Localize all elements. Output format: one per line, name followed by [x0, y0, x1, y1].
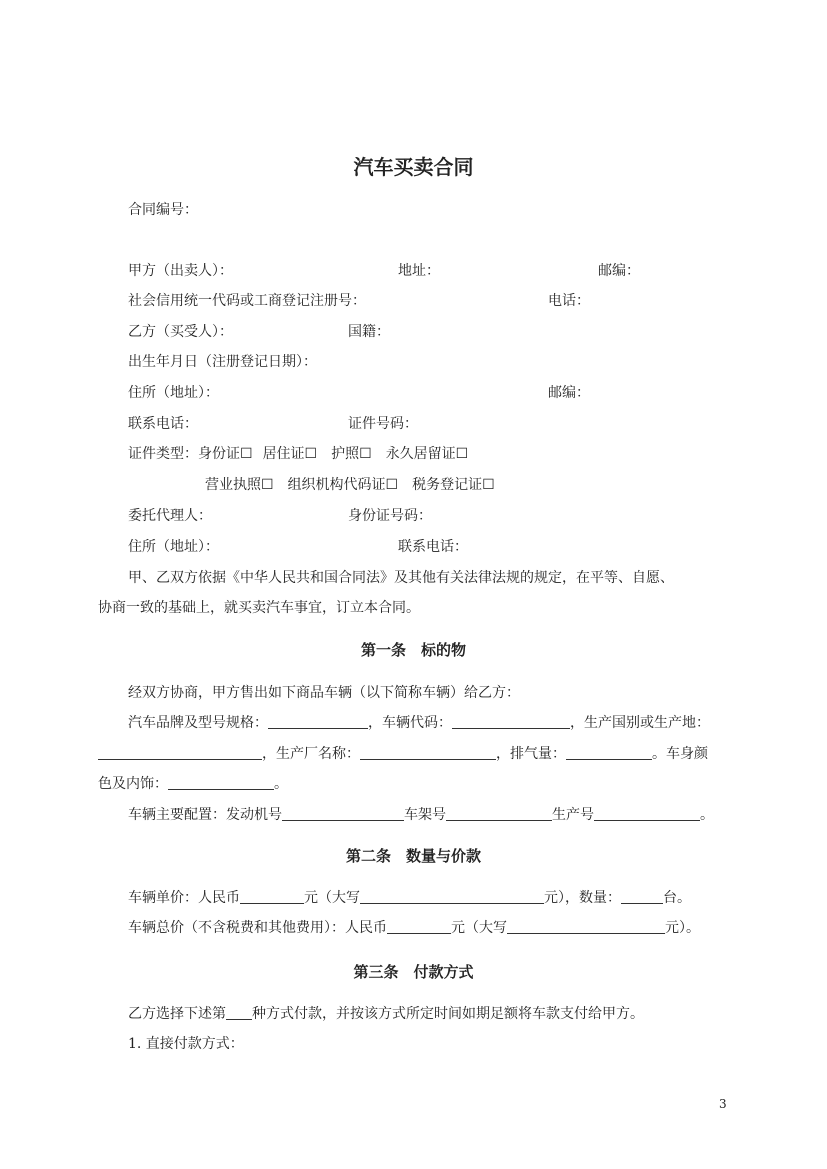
birth-date-label: 出生年月日（注册登记日期）： [128, 354, 317, 370]
direct-payment-label: 1. 直接付款方式： [128, 1036, 244, 1052]
article-3-heading: 第三条 付款方式 [353, 963, 474, 981]
displacement-field[interactable] [566, 744, 652, 760]
preamble-line-1: 甲、乙双方依据《中华人民共和国合同法》及其他有关法律法规的规定，在平等、自愿、 [128, 570, 674, 586]
payment-choice-label: 乙方选择下述第 [128, 1006, 226, 1022]
unit-price-line [128, 888, 691, 908]
brand-field[interactable] [268, 713, 368, 729]
id-type-option-tax-registration[interactable]: 税务登记证☐ [412, 477, 495, 493]
unit-price-field[interactable] [240, 888, 304, 904]
contract-number-label: 合同编号： [128, 202, 198, 218]
party-b-label: 乙方（买受人）： [128, 324, 233, 340]
agent-phone-label: 联系电话： [398, 539, 468, 555]
id-type-option-org-code[interactable]: 组织机构代码证☐ [287, 477, 399, 493]
id-number-label: 证件号码： [348, 416, 418, 432]
payment-choice-rest: 种方式付款，并按该方式所定时间如期足额将车款支付给甲方。 [252, 1006, 644, 1022]
total-price-label: 车辆总价（不含税费和其他费用）：人民币 [128, 920, 387, 936]
color-end: 。 [274, 776, 288, 792]
id-type-option-residence-permit[interactable]: 居住证☐ [262, 446, 318, 462]
config-end: 。 [700, 807, 714, 823]
production-no-label: 生产号 [552, 807, 594, 823]
displacement-label: ，排气量： [496, 746, 566, 762]
article-1-heading: 第一条 标的物 [360, 641, 466, 659]
origin-field[interactable] [98, 744, 262, 760]
color-field[interactable] [168, 774, 274, 790]
maker-field[interactable] [360, 744, 496, 760]
payment-choice-line [128, 1004, 644, 1024]
total-end: 元）。 [665, 920, 700, 936]
total-price-line [128, 918, 700, 938]
color-label: 色及内饰： [98, 776, 168, 792]
party-a-postcode-label: 邮编： [598, 263, 640, 279]
agent-id-label: 身份证号码： [348, 508, 432, 524]
vehicle-config-line [128, 805, 714, 825]
party-a-label: 甲方（出卖人）： [128, 263, 233, 279]
preamble-line-2: 协商一致的基础上，就买卖汽车事宜，订立本合同。 [98, 600, 420, 616]
vin-label: ，车辆代码： [368, 715, 452, 731]
vehicle-spec-line-2 [98, 744, 708, 764]
total-daxie-label: 元（大写 [451, 920, 507, 936]
contact-phone-label: 联系电话： [128, 416, 198, 432]
total-price-field[interactable] [387, 918, 451, 934]
vehicle-spec-line-1 [128, 713, 710, 733]
frame-no-field[interactable] [446, 805, 552, 821]
id-type-row-1 [128, 444, 468, 464]
total-daxie-field[interactable] [507, 918, 665, 934]
residence-label: 住所（地址）： [128, 385, 219, 401]
agent-label: 委托代理人： [128, 508, 212, 524]
id-type-option-business-license[interactable]: 营业执照☐ [205, 477, 274, 493]
vehicle-spec-line-3 [98, 774, 288, 794]
quantity-unit: 台。 [663, 890, 691, 906]
article-1-intro: 经双方协商，甲方售出如下商品车辆（以下简称车辆）给乙方： [128, 685, 520, 701]
color-label-start: 。车身颜 [652, 746, 708, 762]
unit-price-label: 车辆单价：人民币 [128, 890, 240, 906]
article-2-heading: 第二条 数量与价款 [345, 847, 481, 865]
residence-postcode-label: 邮编： [548, 385, 590, 401]
id-type-option-passport[interactable]: 护照☐ [331, 446, 372, 462]
contract-title: 汽车买卖合同 [353, 155, 474, 179]
vin-field[interactable] [452, 713, 570, 729]
page-number: 3 [719, 1097, 727, 1111]
id-type-row-2 [205, 475, 495, 495]
quantity-field[interactable] [621, 888, 663, 904]
credit-phone-label: 电话： [548, 293, 590, 309]
credit-code-label: 社会信用统一代码或工商登记注册号： [128, 293, 366, 309]
agent-residence-label: 住所（地址）： [128, 539, 219, 555]
origin-label: ，生产国别或生产地： [570, 715, 710, 731]
engine-no-label: 车辆主要配置：发动机号 [128, 807, 282, 823]
id-type-option-id-card[interactable]: 身份证☐ [198, 446, 253, 462]
production-no-field[interactable] [594, 805, 700, 821]
engine-no-field[interactable] [282, 805, 404, 821]
party-a-address-label: 地址： [398, 263, 440, 279]
brand-label: 汽车品牌及型号规格： [128, 715, 268, 731]
unit-price-daxie-field[interactable] [360, 888, 544, 904]
id-type-option-permanent-residence[interactable]: 永久居留证☐ [385, 446, 469, 462]
quantity-label: 元），数量： [544, 890, 621, 906]
unit-price-daxie-label: 元（大写 [304, 890, 360, 906]
maker-label: ，生产厂名称： [262, 746, 360, 762]
frame-no-label: 车架号 [404, 807, 446, 823]
payment-choice-field[interactable] [226, 1004, 252, 1020]
nationality-label: 国籍： [348, 324, 390, 340]
id-type-label: 证件类型： [128, 446, 198, 462]
